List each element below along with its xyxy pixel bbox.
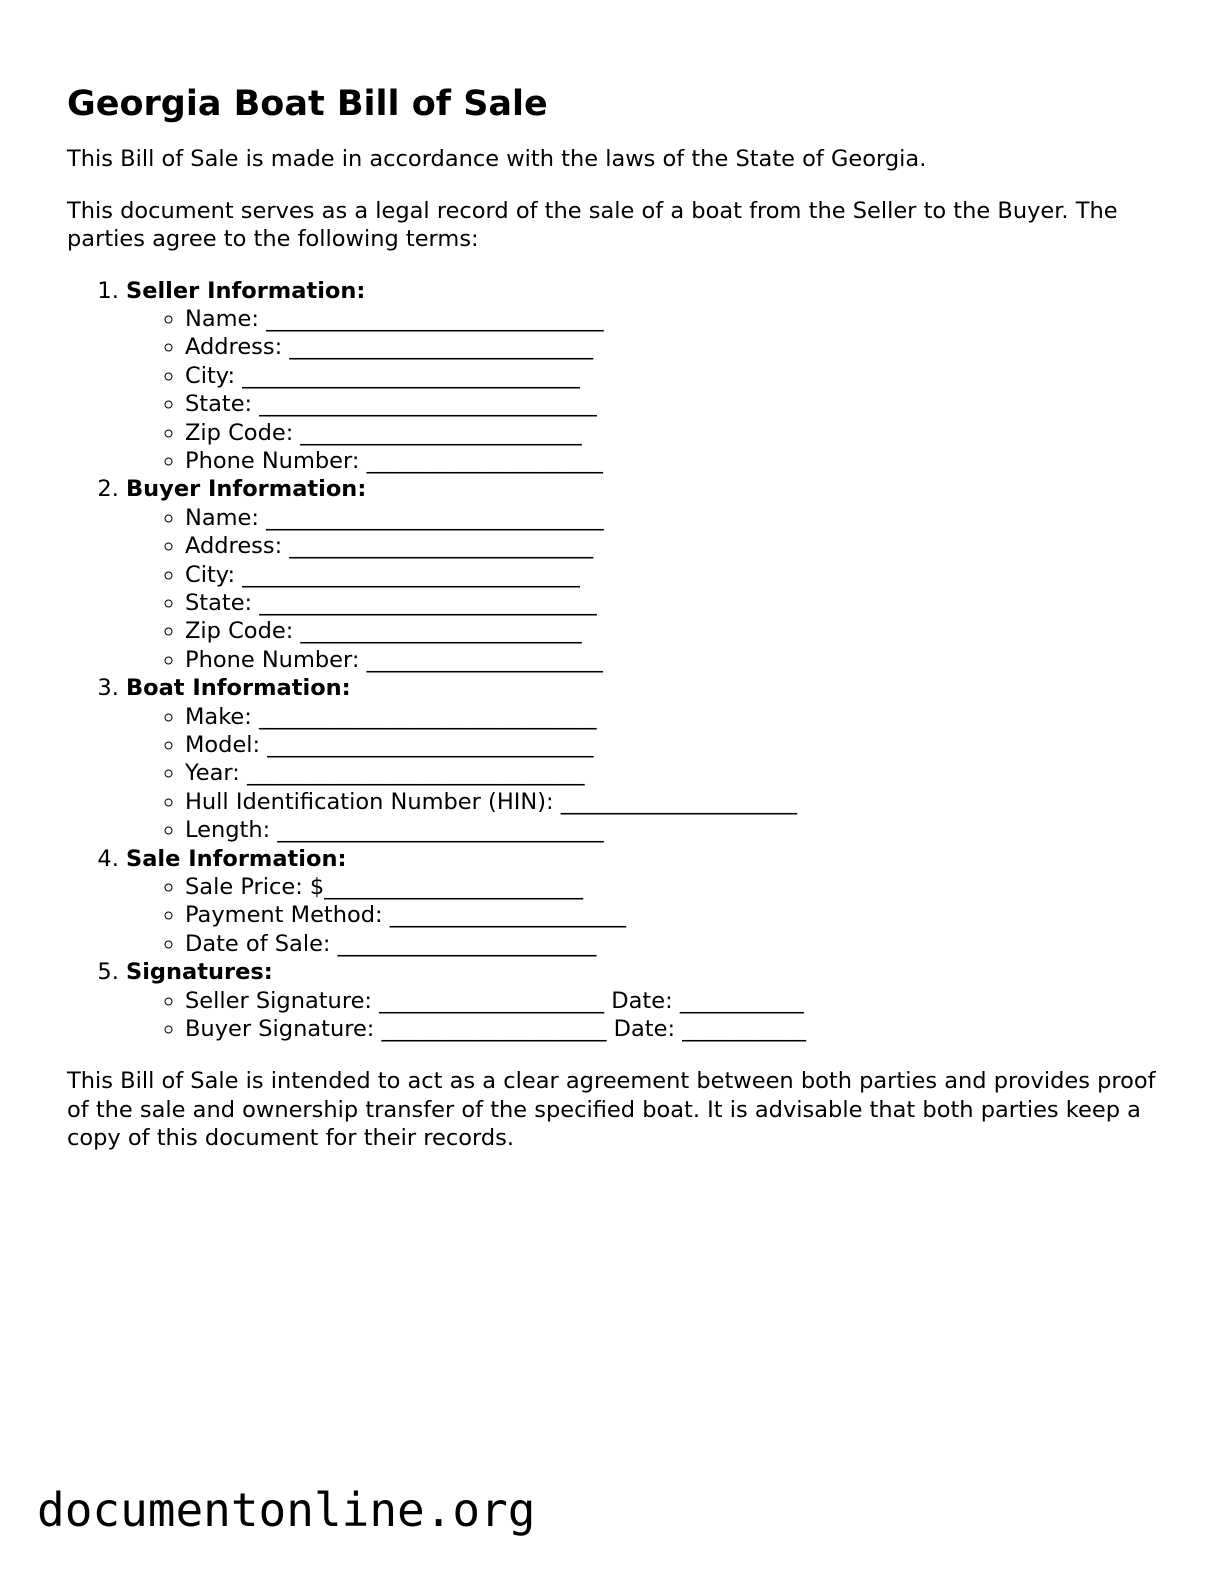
field-payment-method: ◦ Payment Method: _____________________ [185, 901, 1177, 929]
section-sale-information [126, 845, 1177, 959]
intro-paragraph-2: This document serves as a legal record of the sale of a boat from the Seller to the Buyer. The parties agree to the following terms: [67, 197, 1118, 252]
field-list [126, 504, 1177, 674]
document-title: Georgia Boat Bill of Sale [67, 84, 548, 124]
field-seller-name: ◦ Name: ______________________________ [185, 305, 1177, 333]
field-buyer-phone: ◦ Phone Number: _____________________ [185, 646, 1177, 674]
field-date-of-sale: ◦ Date of Sale: _______________________ [185, 930, 1177, 958]
field-list [126, 987, 1177, 1044]
field-list [126, 305, 1177, 475]
field-buyer-signature: ◦ Buyer Signature: ____________________ Date: ___________ [185, 1015, 1177, 1043]
field-seller-state: ◦ State: ______________________________ [185, 390, 1177, 418]
section-signatures [126, 958, 1177, 1043]
field-seller-city: ◦ City: ______________________________ [185, 362, 1177, 390]
terms-list [67, 277, 1177, 1044]
field-seller-phone: ◦ Phone Number: _____________________ [185, 447, 1177, 475]
section-title: Buyer Information: [126, 476, 367, 503]
field-buyer-address: ◦ Address: ___________________________ [185, 532, 1177, 560]
field-seller-address: ◦ Address: ___________________________ [185, 333, 1177, 361]
field-boat-hin: ◦ Hull Identification Number (HIN): _____________________ [185, 788, 1177, 816]
intro-paragraph-1: This Bill of Sale is made in accordance with the laws of the State of Georgia. [67, 146, 927, 172]
field-list [126, 703, 1177, 845]
field-list [126, 873, 1177, 958]
field-seller-zip: ◦ Zip Code: _________________________ [185, 419, 1177, 447]
section-boat-information [126, 674, 1177, 844]
field-boat-year: ◦ Year: ______________________________ [185, 759, 1177, 787]
section-buyer-information [126, 475, 1177, 674]
section-title: Signatures: [126, 959, 273, 986]
field-seller-signature: ◦ Seller Signature: ____________________ Date: ___________ [185, 987, 1177, 1015]
section-title: Boat Information: [126, 675, 351, 702]
field-buyer-state: ◦ State: ______________________________ [185, 589, 1177, 617]
section-seller-information [126, 277, 1177, 476]
field-boat-length: ◦ Length: _____________________________ [185, 816, 1177, 844]
watermark: documentonline.org [37, 1483, 536, 1537]
field-buyer-zip: ◦ Zip Code: _________________________ [185, 617, 1177, 645]
field-boat-make: ◦ Make: ______________________________ [185, 703, 1177, 731]
field-sale-price: ◦ Sale Price: $_______________________ [185, 873, 1177, 901]
document-page [67, 78, 1177, 1176]
closing-paragraph: This Bill of Sale is intended to act as a clear agreement between both parties and provides proof of the sale and ownership transfer of the specified boat. It is advisable that both parties keep a copy of this document for their records. [67, 1068, 1156, 1152]
field-buyer-city: ◦ City: ______________________________ [185, 561, 1177, 589]
section-title: Seller Information: [126, 277, 366, 304]
field-boat-model: ◦ Model: _____________________________ [185, 731, 1177, 759]
section-title: Sale Information: [126, 845, 347, 872]
field-buyer-name: ◦ Name: ______________________________ [185, 504, 1177, 532]
